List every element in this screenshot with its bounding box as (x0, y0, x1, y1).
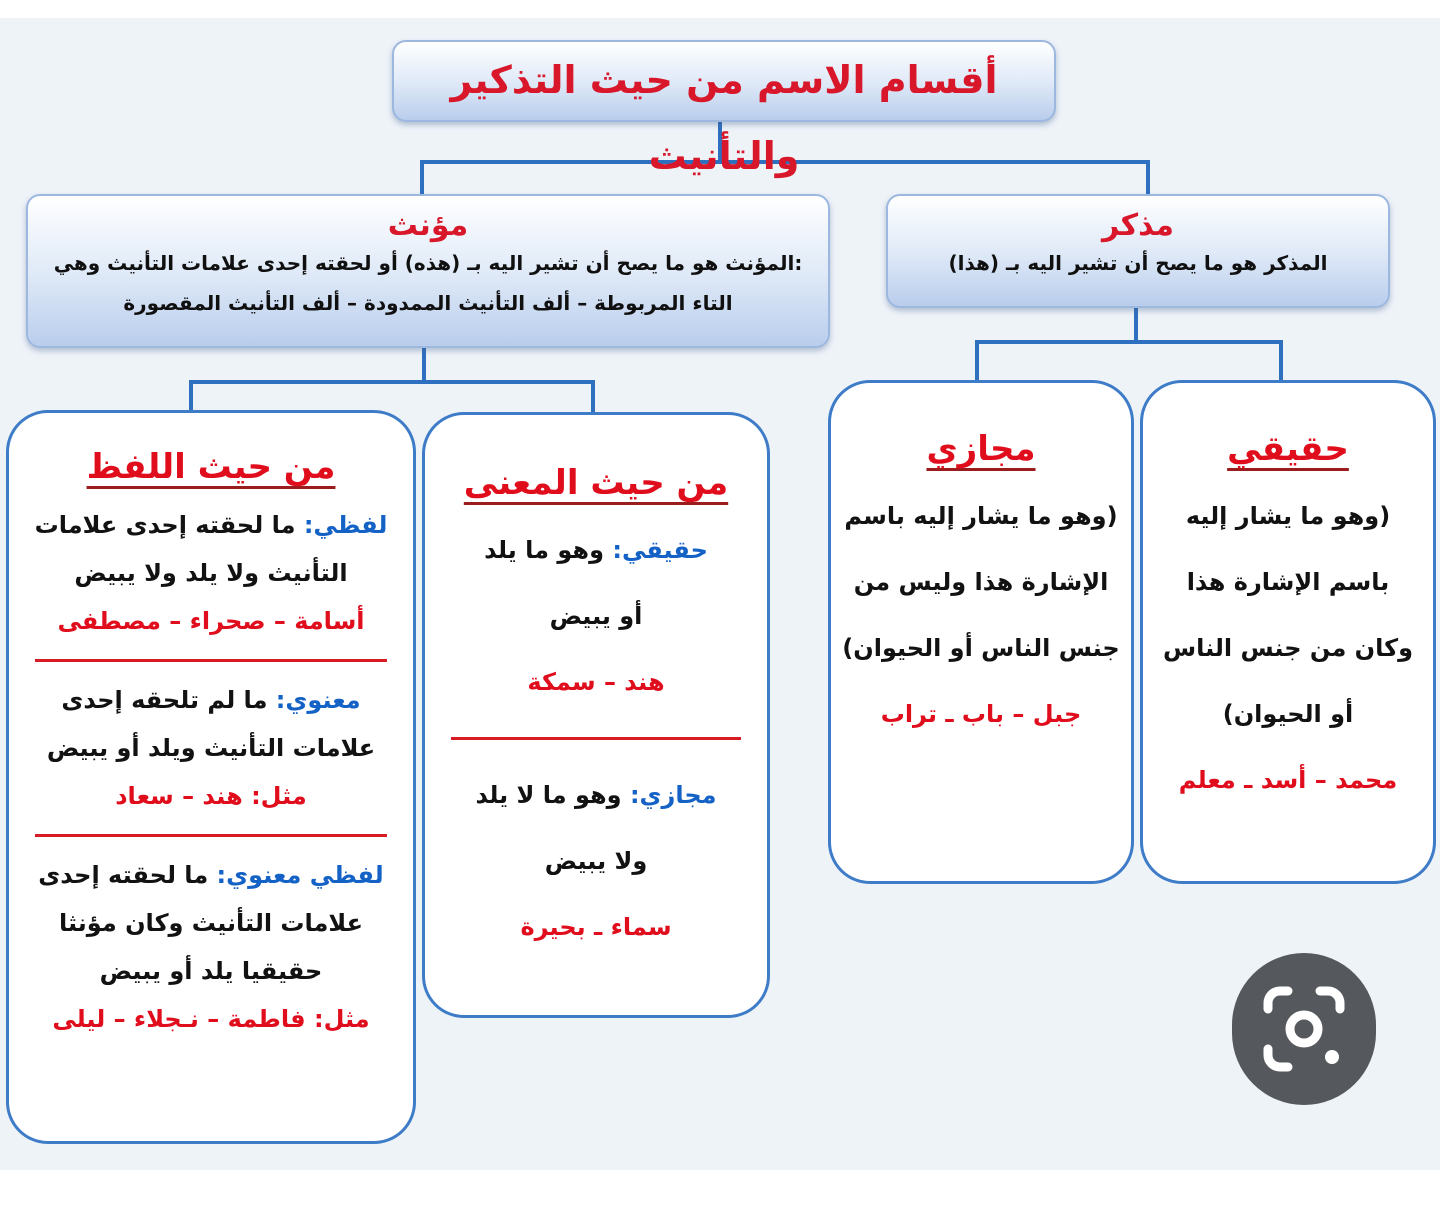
diagram-title: أقسام الاسم من حيث التذكير والتأنيث (450, 58, 998, 178)
card-examples: جبل – باب ـ تراب (880, 700, 1082, 728)
by-meaning-title: من حيث المعنى (463, 463, 729, 503)
connector (422, 346, 426, 384)
card-line: التأنيث ولا يلد ولا يبيض (74, 559, 348, 587)
card-examples: سماء ـ بحيرة (520, 913, 672, 941)
manawi-text: ما لم تلحقه إحدى (61, 686, 268, 714)
figurative-text: وهو ما لا يلد (475, 781, 622, 809)
card-line: ولا يبيض (544, 847, 648, 875)
connector (189, 380, 193, 412)
card-line: علامات التأنيث وكان مؤنثا (58, 909, 364, 937)
card-line: علامات التأنيث ويلد أو يبيض (46, 734, 376, 762)
figurative-label: مجازي: (629, 781, 717, 809)
connector (975, 340, 1283, 344)
connector (1279, 340, 1283, 382)
masculine-heading: مذكر (1101, 208, 1174, 243)
card-line: وكان من جنس الناس (1162, 634, 1414, 662)
masculine-real-title: حقيقي (1227, 429, 1349, 469)
card-examples: هند – سمكة (527, 668, 665, 696)
by-meaning-card (422, 412, 770, 1018)
lafzi-label: لفظي: (303, 511, 388, 539)
card-line (9, 851, 413, 899)
title-box (392, 40, 1056, 178)
connector (1146, 160, 1150, 196)
connector (591, 380, 595, 414)
card-examples: محمد – أسد ـ معلم (1178, 766, 1398, 794)
masculine-figurative-title: مجازي (926, 429, 1036, 469)
feminine-heading: مؤنث (387, 208, 469, 243)
card-line (9, 501, 413, 549)
card-line: (وهو ما يشار إليه باسم (844, 502, 1118, 530)
masculine-real-card (1140, 380, 1436, 884)
connector (189, 380, 595, 384)
card-examples: مثل: هند – سعاد (115, 782, 307, 810)
feminine-box (26, 194, 830, 348)
by-word-card (6, 410, 416, 1144)
masculine-definition: المذكر هو ما يصح أن تشير اليه بـ (هذا) (948, 251, 1328, 275)
card-examples: مثل: فاطمة – نـجلاء – ليلى (52, 1005, 370, 1033)
feminine-definition-line1: المؤنث هو ما يصح أن تشير اليه بـ (هذه) أو لحقته إحدى علامات التأنيث وهي: (53, 251, 803, 275)
card-line (9, 676, 413, 724)
card-examples: أسامة – صحراء – مصطفى (57, 607, 365, 635)
lafzi-manawi-label: لفظي معنوي: (216, 861, 384, 889)
lafzi-manawi-text: ما لحقته إحدى (38, 861, 209, 889)
card-line: باسم الإشارة هذا (1186, 568, 1390, 596)
card-line: (وهو ما يشار إليه (1185, 502, 1391, 530)
connector (1134, 306, 1138, 344)
card-line (425, 762, 767, 828)
card-line: حقيقيا يلد أو يبيض (99, 957, 323, 985)
card-line (425, 517, 767, 583)
by-word-title: من حيث اللفظ (86, 447, 336, 487)
card-line: أو الحيوان) (1222, 700, 1354, 728)
card-line: أو يبيض (549, 602, 643, 630)
real-label: حقيقي: (612, 536, 708, 564)
connector (975, 340, 979, 382)
card-line: جنس الناس أو الحيوان) (842, 634, 1120, 662)
card-line: الإشارة هذا وليس من (853, 568, 1109, 596)
masculine-figurative-card (828, 380, 1134, 884)
lafzi-text: ما لحقته إحدى علامات (34, 511, 296, 539)
google-lens-icon (1232, 953, 1376, 1105)
real-text: وهو ما يلد (484, 536, 604, 564)
divider (451, 737, 741, 740)
google-lens-button[interactable] (1232, 953, 1376, 1105)
manawi-label: معنوي: (275, 686, 361, 714)
feminine-definition-line2: التاء المربوطة – ألف التأنيث الممدودة – ألف التأنيث المقصورة (123, 291, 733, 315)
divider (35, 659, 387, 662)
masculine-box (886, 194, 1390, 308)
divider (35, 834, 387, 837)
